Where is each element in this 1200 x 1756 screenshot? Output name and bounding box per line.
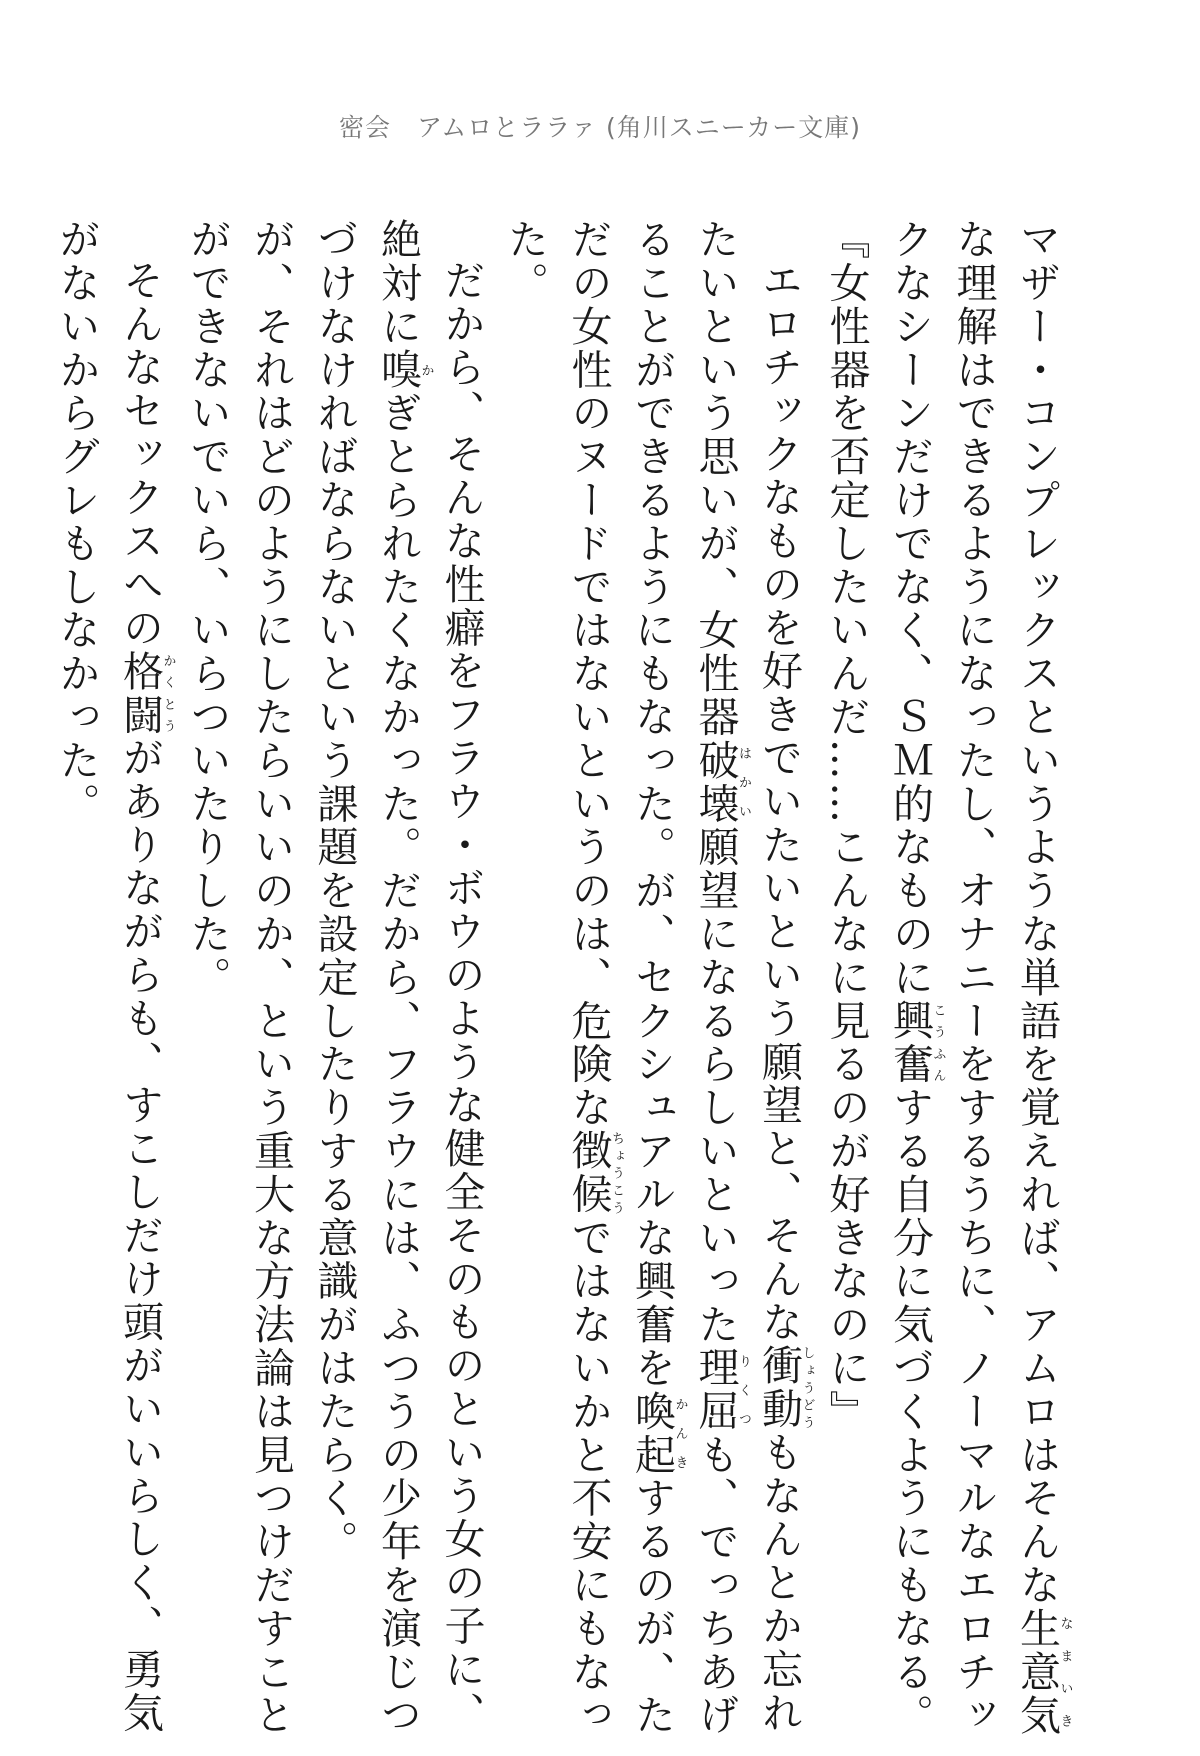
ruby-namaiki: 生意気なまいき <box>1013 1606 1073 1738</box>
ruby-shoudou: 衝動しょうどう <box>755 1344 815 1431</box>
paragraph-2: 『女性器を否定したいんだ……こんなに見るのが好きなのに』 <box>822 218 871 1434</box>
ruby-kakutou: 格闘かくとう <box>116 649 176 737</box>
ruby-ka: 嗅か <box>374 348 434 392</box>
ruby-rikutsu: 理屈りくつ <box>691 1346 751 1434</box>
ruby-hakai: 破壊はかい <box>691 738 751 826</box>
paragraph-5: が、それはどのようにしたらいいのか、という重大な方法論は見つけだすことができないでいら、いらついたりした。 <box>183 218 295 1737</box>
ruby-kanki: 喚起かんき <box>628 1389 688 1477</box>
body-text <box>52 218 1073 1738</box>
paragraph-1: マザー・コンプレックスというような単語を覚えれば、アムロはそんな生意気なまいきな理解はできるようになったし、オナニーをするうちに、ノーマルなエロチックなシーンだけでなく、ＳＭ的なものに興奮こうふんする自分に気づくようにもなる。 <box>886 218 1073 1738</box>
paragraph-6: そんなセックスへの格闘かくとうがありながらも、すこしだけ頭がいいらしく、勇気がないからグレもしなかった。 <box>52 218 176 1735</box>
ruby-choukou: 徴候ちょうこう <box>564 1129 624 1217</box>
paragraph-3: エロチックなものを好きでいたいという願望と、そんな衝動しょうどうもなんとか忘れたいという思いが、女性器破壊はかい願望になるらしいといった理屈りくつも、でっちあげることができるようにもなった。が、セクシュアルな興奮を喚起かんきするのが、ただの女性のヌードではないというのは、危険な徴候ちょうこうではないかと不安にもなった。 <box>501 218 815 1738</box>
running-header: 密会 アムロとララァ (角川スニーカー文庫) <box>339 113 861 142</box>
ruby-koufun: 興奮こうふん <box>886 999 946 1087</box>
paragraph-4: だから、そんな性癖をフラウ・ボウのような健全そのものという女の子に、絶対に嗅かぎとられたくなかった。だから、フラウには、ふつうの少年を演じつづけなければならないという課題を設定したりする意識がはたらく。 <box>310 218 486 1738</box>
